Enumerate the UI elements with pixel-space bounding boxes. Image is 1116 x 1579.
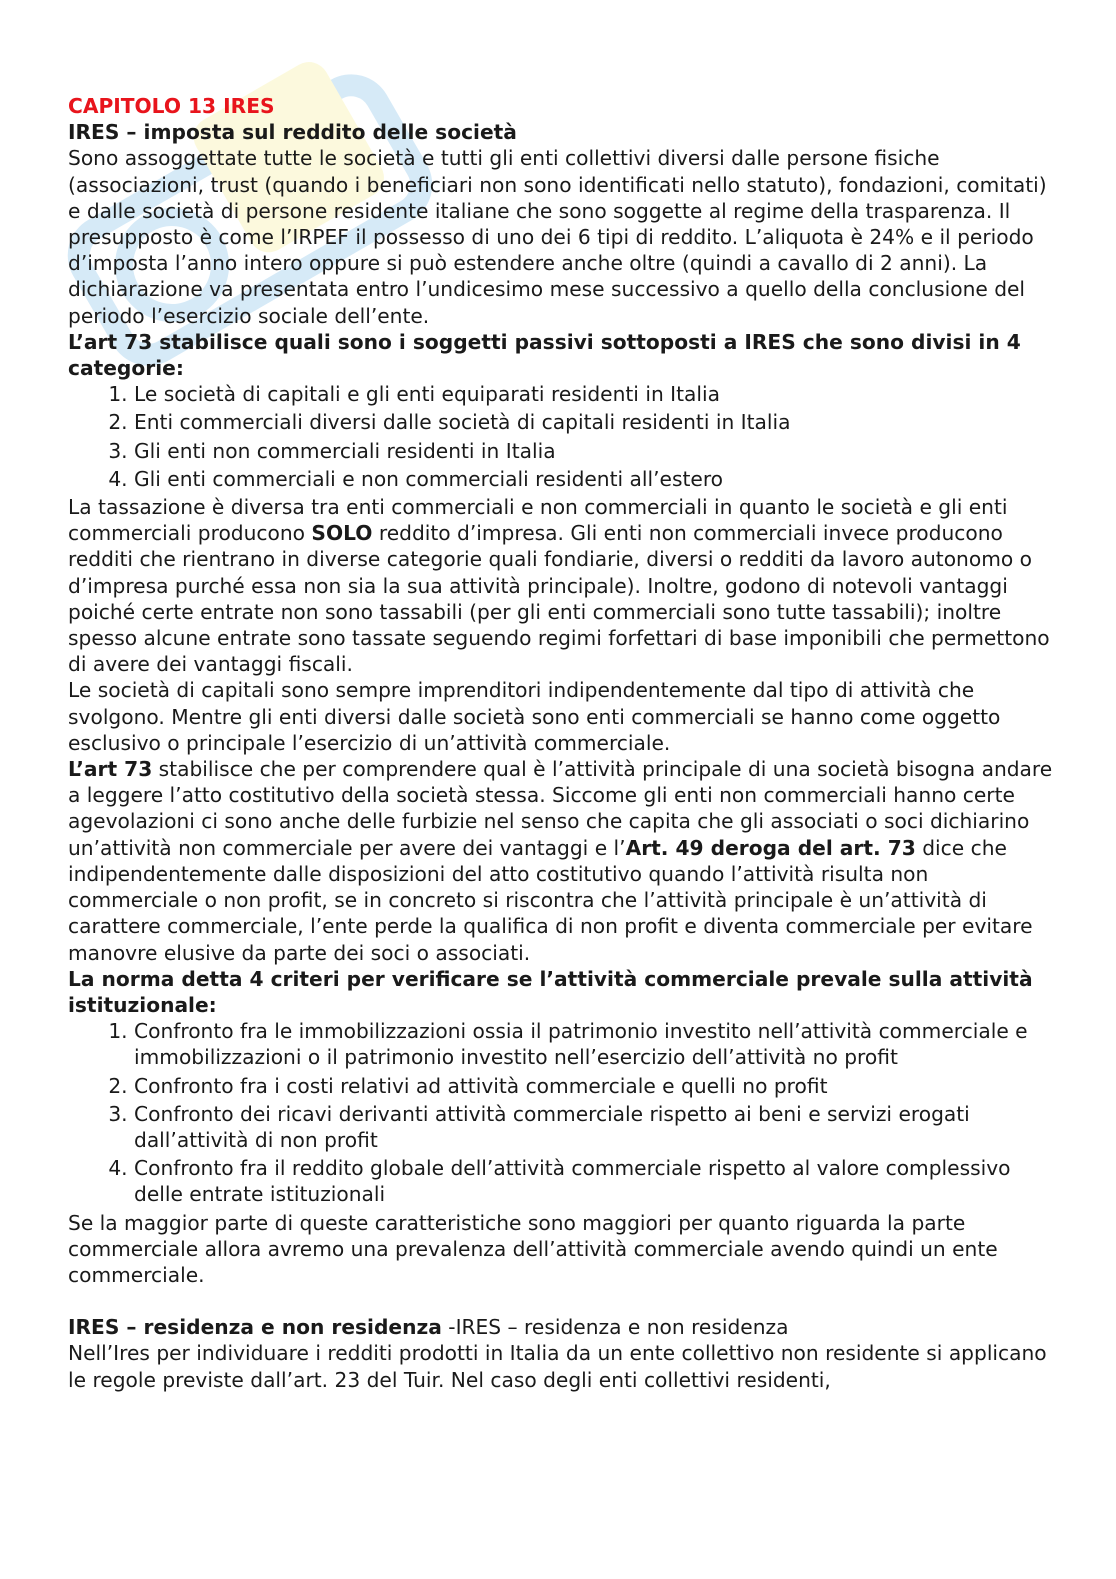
list-item: 2. Enti commerciali diversi dalle società di capitali residenti in Italia xyxy=(134,409,1053,435)
section-heading-ires: IRES – imposta sul reddito delle società xyxy=(68,120,517,145)
paragraph-societa-capitali: Le società di capitali sono sempre imprenditori indipendentemente dal tipo di attività che svolgono. Mentre gli enti diversi dalle società sono enti commerciali se hanno come oggetto esclusivo o principale l’esercizio di un’attività commerciale. xyxy=(68,678,1001,755)
list-item: 1. Confronto fra le immobilizzazioni ossia il patrimonio investito nell’attività commerciale e immobilizzazioni o il patrimonio investito nell’esercizio dell’attività no profit xyxy=(134,1018,1053,1070)
section-heading-criteri: La norma detta 4 criteri per verificare se l’attività commerciale prevale sulla attività istituzionale: xyxy=(68,966,1033,1017)
section-heading-art73: L’art 73 stabilisce quali sono i soggetti passivi sottoposti a IRES che sono divisi in 4 categorie: xyxy=(68,329,1021,381)
section-heading-residenza: IRES – residenza e non residenza -IRES – residenza e non residenza xyxy=(68,1315,789,1340)
list-categories xyxy=(68,381,1053,492)
paragraph-art73: L’art 73 stabilisce che per comprendere qual è l’attività principale di una società bisogna andare a leggere l’atto costitutivo della società stessa. Siccome gli enti non commerciali hanno certe agevolazioni ci sono anche delle furbizie nel senso che capita che gli associati o soci dichiarino un’attività non commerciale per avere dei vantaggi e l’Art. 49 deroga del art. 73 dice che indipendentemente dalle disposizioni del atto costitutivo quando l’attività risulta non commerciale o non profit, se in concreto si riscontra che l’attività principale è un’attività di carattere commerciale, l’ente perde la qualifica di non profit e diventa commerciale per evitare manovre elusive da parte dei soci o associati. xyxy=(68,757,1053,965)
list-item: 3. Confronto dei ricavi derivanti attività commerciale rispetto ai beni e servizi erogati dall’attività di non profit xyxy=(134,1101,1053,1153)
paragraph-prevalenza: Se la maggior parte di queste caratteristiche sono maggiori per quanto riguarda la parte commerciale allora avremo una prevalenza dell’attività commerciale avendo quindi un ente commerciale. xyxy=(68,1210,998,1287)
list-criteria xyxy=(68,1018,1053,1207)
list-item: 4. Confronto fra il reddito globale dell’attività commerciale rispetto al valore complessivo delle entrate istituzionali xyxy=(134,1155,1053,1207)
document-body xyxy=(68,93,1053,1393)
list-item: 1. Le società di capitali e gli enti equiparati residenti in Italia xyxy=(134,381,1053,407)
paragraph-intro: Sono assoggettate tutte le società e tutti gli enti collettivi diversi dalle persone fisiche (associazioni, trust (quando i beneficiari non sono identificati nello statuto), fondazioni, comitati) e dalle società di persone residente italiane che sono soggette al regime della trasparenza. Il presupposto è come l’IRPEF il possesso di uno dei 6 tipi di reddito. L’aliquota è 24% e il periodo d’imposta l’anno intero oppure si può estendere anche oltre (quindi a cavallo di 2 anni). La dichiarazione va presentata entro l’undicesimo mese successivo a quello della conclusione del periodo l’esercizio sociale dell’ente. xyxy=(68,146,1047,328)
chapter-title: CAPITOLO 13 IRES xyxy=(68,94,275,118)
paragraph-residenza: Nell’Ires per individuare i redditi prodotti in Italia da un ente collettivo non residente si applicano le regole previste dall’art. 23 del Tuir. Nel caso degli enti collettivi residenti, xyxy=(68,1341,1047,1392)
list-item: 2. Confronto fra i costi relativi ad attività commerciale e quelli no profit xyxy=(134,1073,1053,1099)
list-item: 3. Gli enti non commerciali residenti in Italia xyxy=(134,438,1053,464)
spacer xyxy=(68,1288,1053,1314)
paragraph-tassazione: La tassazione è diversa tra enti commerciali e non commerciali in quanto le società e gli enti commerciali producono SOLO reddito d’impresa. Gli enti non commerciali invece producono redditi che rientrano in diverse categorie quali fondiarie, diversi o redditi da lavoro autonomo o d’impresa purché essa non sia la sua attività principale). Inoltre, godono di notevoli vantaggi poiché certe entrate non sono tassabili (per gli enti commerciali sono tutte tassabili); inoltre spesso alcune entrate sono tassate seguendo regimi forfettari di base imponibili che permettono di avere dei vantaggi fiscali. xyxy=(68,495,1050,677)
list-item: 4. Gli enti commerciali e non commerciali residenti all’estero xyxy=(134,466,1053,492)
